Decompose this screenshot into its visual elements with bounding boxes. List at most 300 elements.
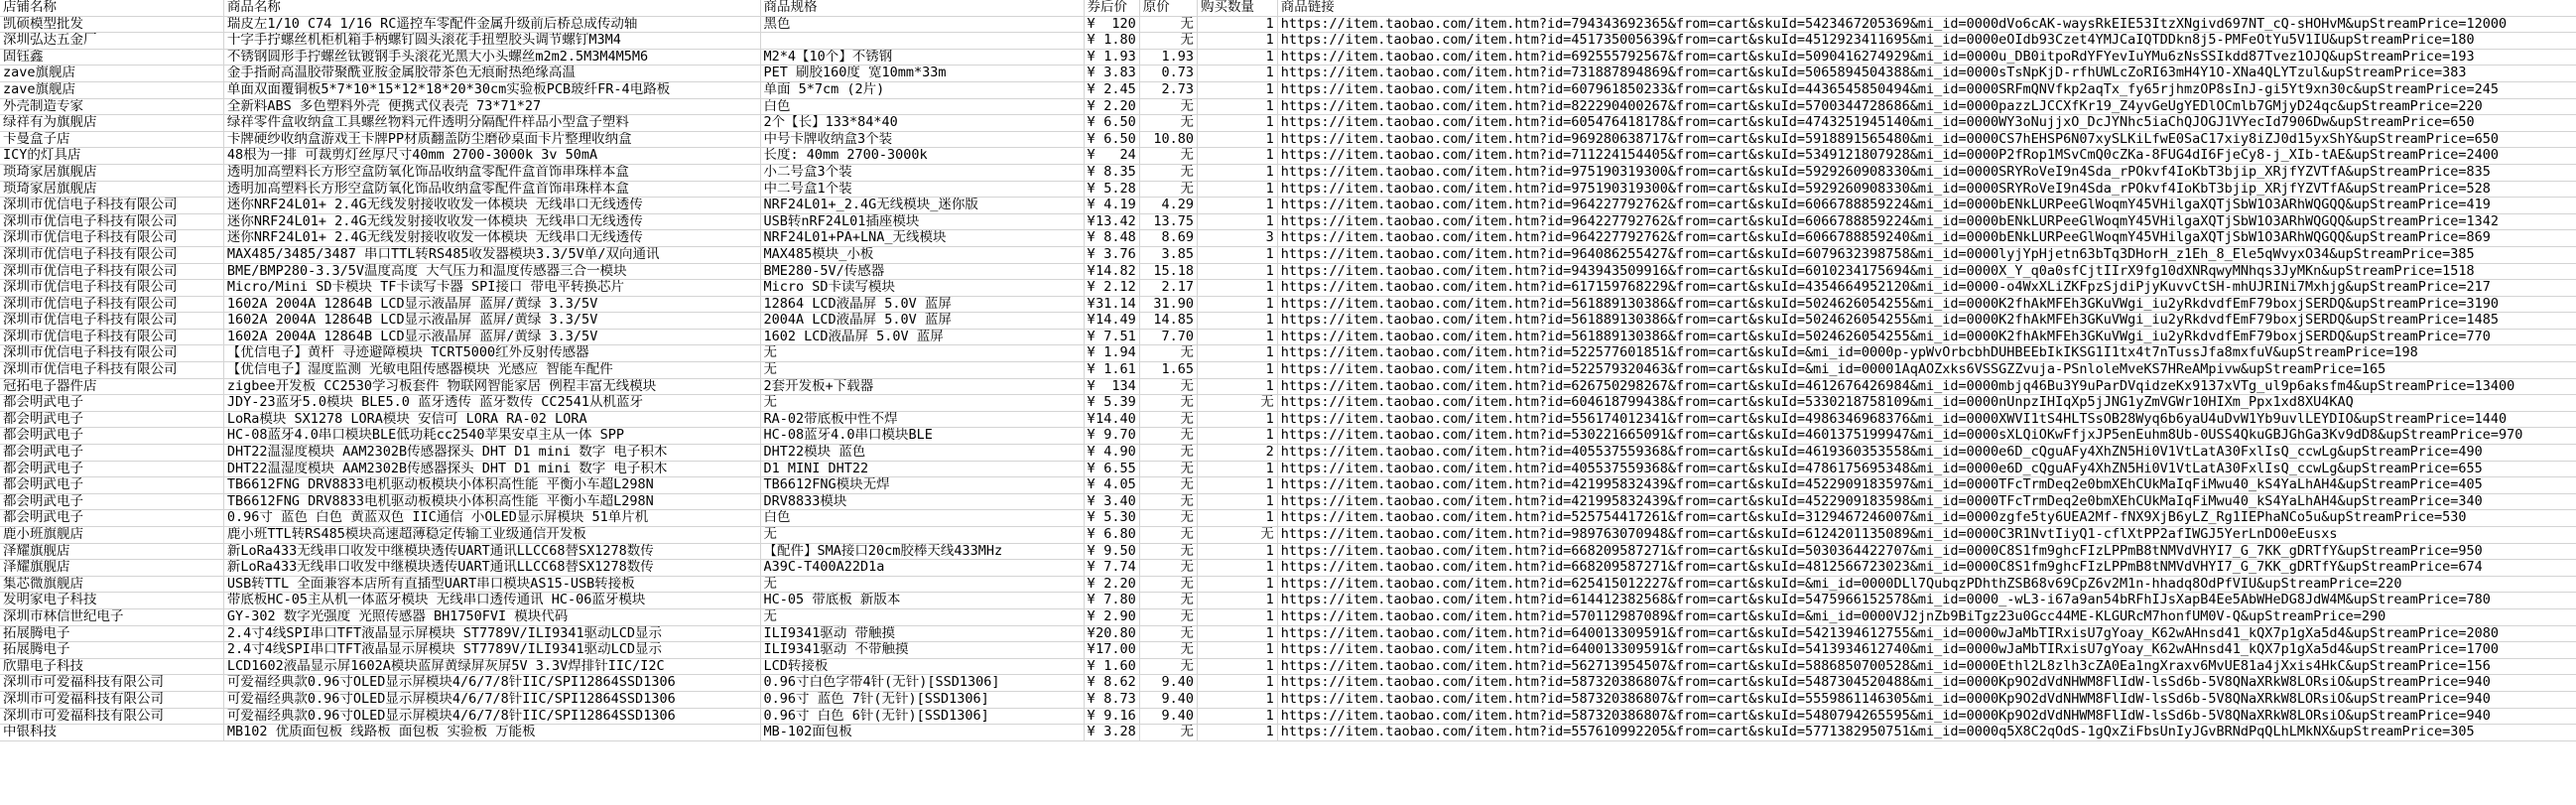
cell-qty[interactable]: 1 (1198, 313, 1278, 330)
cell-qty[interactable]: 1 (1198, 675, 1278, 692)
cell-name[interactable]: 2.4寸4线SPI串口TFT液晶显示屏模块 ST7789V/ILI9341驱动LCD显示 (223, 625, 760, 642)
cell-price[interactable] (1084, 576, 1139, 593)
cell-orig[interactable]: 10.80 (1139, 131, 1197, 148)
header-qty[interactable]: 购买数量 (1198, 0, 1278, 16)
cell-orig[interactable]: 无 (1139, 625, 1197, 642)
cell-shop[interactable]: zave旗舰店 (0, 81, 223, 98)
cell-link[interactable]: https://item.taobao.com/item.htm?id=640013309591&from=cart&skuId=5421394612755&mi_id=0000wJaMbTIRxisU7gYoay_K62wAHnsd41_kQX7p1gXa5d4&upStreamPrice=2080 (1277, 625, 2576, 642)
cell-orig[interactable]: 无 (1139, 345, 1197, 362)
cell-orig[interactable]: 无 (1139, 395, 1197, 412)
cell-link[interactable]: https://item.taobao.com/item.htm?id=964227792762&from=cart&skuId=6066788859240&mi_id=0000bENkLURPeeGlWoqmY45VHilgaXQTjSbW1O3ARhWQGQQ&upStreamPrice=869 (1277, 230, 2576, 247)
cell-price[interactable] (1084, 181, 1139, 198)
cell-spec[interactable]: 2个【长】133*84*40 (760, 115, 1084, 132)
cell-orig[interactable]: 0.73 (1139, 66, 1197, 82)
cell-orig[interactable]: 9.40 (1139, 691, 1197, 708)
cell-qty[interactable]: 1 (1198, 576, 1278, 593)
cell-price[interactable] (1084, 725, 1139, 741)
cell-name[interactable]: 瑞皮左1/10 C74 1/16 RC遥控车零配件金属升级前后桥总成传动轴 (223, 16, 760, 33)
cell-shop[interactable]: 深圳市优信电子科技有限公司 (0, 263, 223, 280)
cell-spec[interactable]: Micro SD卡读写模块 (760, 280, 1084, 297)
cell-price[interactable] (1084, 543, 1139, 560)
cell-orig[interactable]: 无 (1139, 510, 1197, 527)
cell-spec[interactable] (760, 33, 1084, 50)
cell-spec[interactable]: M2*4【10个】不锈钢 (760, 49, 1084, 66)
cell-link[interactable]: https://item.taobao.com/item.htm?id=405537559368&from=cart&skuId=4786175695348&mi_id=0000e6D_cQguAFy4XhZN5Hi0V1VtLatA30FxlIsQ_ccwLg&upStreamPrice=655 (1277, 461, 2576, 477)
cell-price[interactable] (1084, 691, 1139, 708)
cell-spec[interactable]: 单面 5*7cm (2片) (760, 81, 1084, 98)
cell-spec[interactable]: ILI9341驱动 不带触摸 (760, 642, 1084, 659)
cell-price[interactable] (1084, 16, 1139, 33)
cell-link[interactable]: https://item.taobao.com/item.htm?id=587320386807&from=cart&skuId=5487304520488&mi_id=0000Kp9O2dVdNHWM8FlIdW-lsSd6b-5V8QNaXRkW8LORsiO&upStreamPrice=940 (1277, 675, 2576, 692)
cell-shop[interactable]: 深圳市优信电子科技有限公司 (0, 296, 223, 313)
cell-orig[interactable]: 无 (1139, 658, 1197, 675)
cell-link[interactable]: https://item.taobao.com/item.htm?id=969280638717&from=cart&skuId=5918891565480&mi_id=0000CS7hEHSP6N07xySLKiLfwE0SaC17xiy8iZJ0d15yxShY&upStreamPrice=650 (1277, 131, 2576, 148)
cell-price[interactable] (1084, 362, 1139, 379)
cell-qty[interactable]: 1 (1198, 198, 1278, 214)
cell-shop[interactable]: 都会明武电子 (0, 395, 223, 412)
cell-qty[interactable]: 3 (1198, 230, 1278, 247)
cell-qty[interactable]: 1 (1198, 66, 1278, 82)
cell-price[interactable] (1084, 658, 1139, 675)
cell-link[interactable]: https://item.taobao.com/item.htm?id=562713954507&from=cart&skuId=5886850700528&mi_id=0000Ethl2L8zlh3cZA0Ea1ngXraxv6MvUE81a4jXxis4HkC&upStreamPrice=156 (1277, 658, 2576, 675)
cell-spec[interactable]: 【配件】SMA接口20cm胶棒天线433MHz (760, 543, 1084, 560)
cell-price[interactable] (1084, 675, 1139, 692)
cell-qty[interactable]: 1 (1198, 98, 1278, 115)
header-name[interactable]: 商品名称 (223, 0, 760, 16)
cell-name[interactable]: 全新料ABS 多色塑料外壳 便携式仪表壳 73*71*27 (223, 98, 760, 115)
cell-shop[interactable]: 绿祥有为旗舰店 (0, 115, 223, 132)
cell-name[interactable]: MAX485/3485/3487 串口TTL转RS485收发器模块3.3/5V单/双向通讯 (223, 246, 760, 263)
cell-shop[interactable]: 都会明武电子 (0, 445, 223, 462)
cell-qty[interactable]: 1 (1198, 115, 1278, 132)
cell-link[interactable]: https://item.taobao.com/item.htm?id=617159768229&from=cart&skuId=4354664952120&mi_id=0000-o4WxXLiZKFpzSjdiPjyKuvvCtSH-mhUJRINi7Mxhjg&upStreamPrice=217 (1277, 280, 2576, 297)
cell-spec[interactable]: 无 (760, 345, 1084, 362)
cell-spec[interactable]: 1602 LCD液晶屏 5.0V 蓝屏 (760, 329, 1084, 345)
cell-shop[interactable]: 深圳市优信电子科技有限公司 (0, 313, 223, 330)
cell-price[interactable] (1084, 642, 1139, 659)
cell-spec[interactable]: PET 刷胶160度 宽10mm*33m (760, 66, 1084, 82)
cell-shop[interactable]: 中银科技 (0, 725, 223, 741)
cell-qty[interactable]: 1 (1198, 691, 1278, 708)
cell-name[interactable]: 迷你NRF24L01+ 2.4G无线发射接收收发一体模块 无线串口无线透传 (223, 230, 760, 247)
cell-name[interactable]: 可爱福经典款0.96寸OLED显示屏模块4/6/7/8针IIC/SPI12864SSD1306 (223, 691, 760, 708)
cell-orig[interactable]: 无 (1139, 148, 1197, 165)
cell-spec[interactable]: NRF24L01+PA+LNA_无线模块 (760, 230, 1084, 247)
cell-price[interactable] (1084, 345, 1139, 362)
cell-orig[interactable]: 15.18 (1139, 263, 1197, 280)
cell-price[interactable] (1084, 708, 1139, 725)
cell-link[interactable]: https://item.taobao.com/item.htm?id=525754417261&from=cart&skuId=3129467246007&mi_id=0000zgfe5ty6UEA2Mf-fNX9XjB6yLZ_Rg1IEPhaNCo5u&upStreamPrice=530 (1277, 510, 2576, 527)
cell-spec[interactable]: 2套开发板+下载器 (760, 378, 1084, 395)
cell-orig[interactable]: 2.17 (1139, 280, 1197, 297)
cell-spec[interactable]: 无 (760, 576, 1084, 593)
cell-orig[interactable]: 1.65 (1139, 362, 1197, 379)
cell-orig[interactable]: 7.70 (1139, 329, 1197, 345)
cell-price[interactable] (1084, 378, 1139, 395)
cell-price[interactable] (1084, 625, 1139, 642)
cell-price[interactable] (1084, 296, 1139, 313)
cell-spec[interactable]: DRV8833模块 (760, 493, 1084, 510)
cell-orig[interactable]: 无 (1139, 608, 1197, 625)
cell-shop[interactable]: ICY的灯具店 (0, 148, 223, 165)
cell-link[interactable]: https://item.taobao.com/item.htm?id=557610992205&from=cart&skuId=5771382950751&mi_id=0000q5X8C2qOdS-1gQxZiFbsUnIyJGvBRNdPqQLhLMkNX&upStreamPrice=305 (1277, 725, 2576, 741)
cell-spec[interactable]: MAX485模块_小板 (760, 246, 1084, 263)
cell-shop[interactable]: 都会明武电子 (0, 493, 223, 510)
cell-shop[interactable]: 深圳市优信电子科技有限公司 (0, 246, 223, 263)
cell-link[interactable]: https://item.taobao.com/item.htm?id=587320386807&from=cart&skuId=5480794265595&mi_id=0000Kp9O2dVdNHWM8FlIdW-lsSd6b-5V8QNaXRkW8LORsiO&upStreamPrice=940 (1277, 708, 2576, 725)
cell-shop[interactable]: 深圳市可爱福科技有限公司 (0, 708, 223, 725)
cell-qty[interactable]: 1 (1198, 428, 1278, 445)
cell-orig[interactable]: 无 (1139, 411, 1197, 428)
cell-link[interactable]: https://item.taobao.com/item.htm?id=421995832439&from=cart&skuId=4522909183598&mi_id=0000TFcTrmDeq2e0bmXEhCUkMaIqFiMwu40_kS4YaLhAH4&upStreamPrice=340 (1277, 493, 2576, 510)
cell-qty[interactable]: 1 (1198, 81, 1278, 98)
cell-link[interactable]: https://item.taobao.com/item.htm?id=451735005639&from=cart&skuId=4512923411695&mi_id=0000eOIdb93Czet4YMJCaIQTDDkn8j5-PMFeOtYu5V1IU&upStreamPrice=180 (1277, 33, 2576, 50)
cell-qty[interactable]: 1 (1198, 280, 1278, 297)
cell-orig[interactable]: 无 (1139, 98, 1197, 115)
cell-shop[interactable]: 都会明武电子 (0, 411, 223, 428)
cell-link[interactable]: https://item.taobao.com/item.htm?id=822290400267&from=cart&skuId=5700344728686&mi_id=0000pazzLJCCXfKr19_Z4yvGeUgYEDlOCmlb7GMjyD24qc&upStreamPrice=220 (1277, 98, 2576, 115)
cell-name[interactable]: MB102 优质面包板 线路板 面包板 实验板 万能板 (223, 725, 760, 741)
cell-link[interactable]: https://item.taobao.com/item.htm?id=522577601851&from=cart&skuId=&mi_id=0000p-ypWvOrbcbhDUHBEEbIkIKSG1I1tx4t7nTussJfa8mxfuV&upStreamPrice=198 (1277, 345, 2576, 362)
cell-name[interactable]: 单面双面覆铜板5*7*10*15*12*18*20*30cm实验板PCB玻纤FR-4电路板 (223, 81, 760, 98)
cell-orig[interactable]: 无 (1139, 461, 1197, 477)
cell-link[interactable]: https://item.taobao.com/item.htm?id=561889130386&from=cart&skuId=5024626054255&mi_id=0000K2fhAkMFEh3GKuVWgi_iu2yRkdvdfEmF79boxjSERDQ&upStreamPrice=3190 (1277, 296, 2576, 313)
cell-name[interactable]: TB6612FNG DRV8833电机驱动板模块小体积高性能 平衡小车超L298N (223, 493, 760, 510)
cell-orig[interactable]: 1.93 (1139, 49, 1197, 66)
cell-qty[interactable]: 1 (1198, 543, 1278, 560)
cell-name[interactable]: 绿祥零件盒收纳盒工具螺丝物料元件透明分隔配件样品小型盒子塑料 (223, 115, 760, 132)
cell-orig[interactable]: 无 (1139, 560, 1197, 577)
cell-name[interactable]: 十字手拧螺丝机柜机箱手柄螺钉圆头滚花手扭塑胶头调节螺钉M3M4 (223, 33, 760, 50)
cell-orig[interactable]: 无 (1139, 493, 1197, 510)
cell-price[interactable] (1084, 395, 1139, 412)
cell-price[interactable] (1084, 198, 1139, 214)
cell-link[interactable]: https://item.taobao.com/item.htm?id=964086255427&from=cart&skuId=6079632398758&mi_id=0000lyjYpHjetn63bTq3DHorH_z1Eh_8_Ele5qWvyxO34&upStreamPrice=385 (1277, 246, 2576, 263)
cell-spec[interactable]: 无 (760, 527, 1084, 544)
cell-name[interactable]: zigbee开发板 CC2530学习板套件 物联网智能家居 例程丰富无线模块 (223, 378, 760, 395)
cell-qty[interactable]: 1 (1198, 493, 1278, 510)
cell-orig[interactable]: 无 (1139, 378, 1197, 395)
cell-orig[interactable]: 无 (1139, 527, 1197, 544)
cell-qty[interactable]: 1 (1198, 560, 1278, 577)
cell-name[interactable]: JDY-23蓝牙5.0模块 BLE5.0 蓝牙透传 蓝牙数传 CC2541从机蓝牙 (223, 395, 760, 412)
cell-link[interactable]: https://item.taobao.com/item.htm?id=522579320463&from=cart&skuId=&mi_id=00001AqAOZxks6VSSGZZvuja-PSnloleMveKS7HReAMpivw&upStreamPrice=165 (1277, 362, 2576, 379)
header-link[interactable]: 商品链接 (1277, 0, 2576, 16)
cell-name[interactable]: 可爱福经典款0.96寸OLED显示屏模块4/6/7/8针IIC/SPI12864SSD1306 (223, 675, 760, 692)
cell-price[interactable] (1084, 66, 1139, 82)
cell-price[interactable] (1084, 461, 1139, 477)
cell-spec[interactable]: A39C-T400A22D1a (760, 560, 1084, 577)
cell-shop[interactable]: 泽耀旗舰店 (0, 543, 223, 560)
cell-shop[interactable]: 深圳市优信电子科技有限公司 (0, 230, 223, 247)
cell-orig[interactable]: 无 (1139, 642, 1197, 659)
cell-spec[interactable]: 白色 (760, 98, 1084, 115)
cell-name[interactable]: 【优信电子】湿度监测 光敏电阻传感器模块 光感应 智能车配件 (223, 362, 760, 379)
cell-shop[interactable]: 外壳制造专家 (0, 98, 223, 115)
cell-qty[interactable]: 1 (1198, 362, 1278, 379)
cell-spec[interactable]: 0.96寸 白色 6针(无针)[SSD1306] (760, 708, 1084, 725)
cell-qty[interactable]: 1 (1198, 345, 1278, 362)
cell-shop[interactable]: 都会明武电子 (0, 477, 223, 494)
cell-link[interactable]: https://item.taobao.com/item.htm?id=964227792762&from=cart&skuId=6066788859224&mi_id=0000bENkLURPeeGlWoqmY45VHilgaXQTjSbW1O3ARhWQGQQ&upStreamPrice=419 (1277, 198, 2576, 214)
cell-spec[interactable]: 0.96寸白色字带4针(无针)[SSD1306] (760, 675, 1084, 692)
cell-orig[interactable]: 无 (1139, 164, 1197, 181)
cell-spec[interactable]: NRF24L01+_2.4G无线模块_迷你版 (760, 198, 1084, 214)
cell-spec[interactable]: BME280-5V/传感器 (760, 263, 1084, 280)
cell-name[interactable]: 透明加高塑料长方形空盒防氧化饰品收纳盒零配件盒首饰串珠样本盒 (223, 181, 760, 198)
cell-orig[interactable]: 无 (1139, 543, 1197, 560)
cell-orig[interactable]: 无 (1139, 428, 1197, 445)
cell-shop[interactable]: 凯硕模型批发 (0, 16, 223, 33)
cell-qty[interactable]: 1 (1198, 329, 1278, 345)
cell-price[interactable] (1084, 593, 1139, 609)
cell-orig[interactable]: 无 (1139, 445, 1197, 462)
cell-name[interactable]: BME/BMP280-3.3/5V温度高度 大气压力和温度传感器三合一模块 (223, 263, 760, 280)
cell-name[interactable]: 迷你NRF24L01+ 2.4G无线发射接收收发一体模块 无线串口无线透传 (223, 213, 760, 230)
cell-qty[interactable]: 1 (1198, 296, 1278, 313)
cell-shop[interactable]: 深圳市可爱福科技有限公司 (0, 691, 223, 708)
cell-link[interactable]: https://item.taobao.com/item.htm?id=607961850233&from=cart&skuId=4436545850494&mi_id=0000SRFmQNVfkp2aqTx_fy65rjhmzOP8sInJ-gi5Yt9xn30c&upStreamPrice=245 (1277, 81, 2576, 98)
cell-qty[interactable]: 1 (1198, 625, 1278, 642)
cell-qty[interactable]: 1 (1198, 164, 1278, 181)
cell-name[interactable]: 2.4寸4线SPI串口TFT液晶显示屏模块 ST7789V/ILI9341驱动LCD显示 (223, 642, 760, 659)
cell-name[interactable]: 0.96寸 蓝色 白色 黄蓝双色 IIC通信 小OLED显示屏模块 51单片机 (223, 510, 760, 527)
cell-shop[interactable]: 深圳市优信电子科技有限公司 (0, 213, 223, 230)
cell-price[interactable] (1084, 560, 1139, 577)
cell-link[interactable]: https://item.taobao.com/item.htm?id=943943509916&from=cart&skuId=6010234175694&mi_id=0000X_Y_q0a0sfCjtIIrX9fg10dXNRqwyMNhqs3JyMKn&upStreamPrice=1518 (1277, 263, 2576, 280)
cell-link[interactable]: https://item.taobao.com/item.htm?id=587320386807&from=cart&skuId=5559861146305&mi_id=0000Kp9O2dVdNHWM8FlIdW-lsSd6b-5V8QNaXRkW8LORsiO&upStreamPrice=940 (1277, 691, 2576, 708)
cell-orig[interactable]: 无 (1139, 16, 1197, 33)
cell-shop[interactable]: 发明家电子科技 (0, 593, 223, 609)
cell-qty[interactable]: 1 (1198, 411, 1278, 428)
cell-name[interactable]: 新LoRa433无线串口收发中继模块透传UART通讯LLCC68替SX1278数传 (223, 543, 760, 560)
cell-orig[interactable]: 31.90 (1139, 296, 1197, 313)
cell-shop[interactable]: 都会明武电子 (0, 428, 223, 445)
cell-qty[interactable]: 1 (1198, 246, 1278, 263)
cell-qty[interactable]: 1 (1198, 608, 1278, 625)
cell-name[interactable]: 卡牌硬纱收纳盒游戏王卡牌PP材质翻盖防尘磨砂桌面卡片整理收纳盒 (223, 131, 760, 148)
cell-link[interactable]: https://item.taobao.com/item.htm?id=530221665091&from=cart&skuId=4601375199947&mi_id=0000sXLQiOKwFfjxJP5enEuhm8Ub-0USS4QkuGBJGhGa3Kv9dD8&upStreamPrice=970 (1277, 428, 2576, 445)
cell-link[interactable]: https://item.taobao.com/item.htm?id=604618799438&from=cart&skuId=5330218758109&mi_id=0000nUnpzIHIqXp5jJNG1yZmVGWr10HIXm_Ppx1xd8XU4KAQ (1277, 395, 2576, 412)
cell-qty[interactable]: 1 (1198, 49, 1278, 66)
cell-qty[interactable]: 1 (1198, 708, 1278, 725)
cell-qty[interactable]: 1 (1198, 148, 1278, 165)
cell-qty[interactable]: 1 (1198, 658, 1278, 675)
cell-qty[interactable]: 无 (1198, 527, 1278, 544)
cell-link[interactable]: https://item.taobao.com/item.htm?id=640013309591&from=cart&skuId=5413934612740&mi_id=0000wJaMbTIRxisU7gYoay_K62wAHnsd41_kQX7p1gXa5d4&upStreamPrice=1700 (1277, 642, 2576, 659)
cell-link[interactable]: https://item.taobao.com/item.htm?id=975190319300&from=cart&skuId=5929260908330&mi_id=0000SRYRoVeI9n4Sda_rPOkvf4IoKbT3bjip_XRjfYZVTfA&upStreamPrice=835 (1277, 164, 2576, 181)
cell-qty[interactable]: 1 (1198, 213, 1278, 230)
cell-qty[interactable]: 1 (1198, 642, 1278, 659)
cell-link[interactable]: https://item.taobao.com/item.htm?id=668209587271&from=cart&skuId=5030364422707&mi_id=0000C8S1fm9ghcFIzLPPmB8tNMVdVHYI7_G_7KK_gDRTfY&upStreamPrice=950 (1277, 543, 2576, 560)
cell-orig[interactable]: 8.69 (1139, 230, 1197, 247)
cell-price[interactable] (1084, 263, 1139, 280)
cell-shop[interactable]: 深圳市优信电子科技有限公司 (0, 280, 223, 297)
cell-price[interactable] (1084, 49, 1139, 66)
cell-name[interactable]: 新LoRa433无线串口收发中继模块透传UART通讯LLCC68替SX1278数传 (223, 560, 760, 577)
cell-orig[interactable]: 无 (1139, 115, 1197, 132)
cell-qty[interactable]: 1 (1198, 378, 1278, 395)
cell-name[interactable]: Micro/Mini SD卡模块 TF卡读写卡器 SPI接口 带电平转换芯片 (223, 280, 760, 297)
cell-link[interactable]: https://item.taobao.com/item.htm?id=731887894869&from=cart&skuId=5065894504388&mi_id=0000sTsNpKjD-rfhUWLcZoRI63mH4Y1O-XNa4QLYTzul&upStreamPrice=383 (1277, 66, 2576, 82)
cell-shop[interactable]: 琐琦家居旗舰店 (0, 181, 223, 198)
cell-price[interactable] (1084, 510, 1139, 527)
cell-spec[interactable]: 0.96寸 蓝色 7针(无针)[SSD1306] (760, 691, 1084, 708)
cell-qty[interactable]: 1 (1198, 725, 1278, 741)
cell-link[interactable]: https://item.taobao.com/item.htm?id=989763070948&from=cart&skuId=6124201135089&mi_id=0000C3R1NvtIiyQ1-cflXtPP2afIWGJ5YerLnDO0eEusxs (1277, 527, 2576, 544)
cell-link[interactable]: https://item.taobao.com/item.htm?id=421995832439&from=cart&skuId=4522909183597&mi_id=0000TFcTrmDeq2e0bmXEhCUkMaIqFiMwu40_kS4YaLhAH4&upStreamPrice=405 (1277, 477, 2576, 494)
cell-price[interactable] (1084, 477, 1139, 494)
cell-shop[interactable]: 深圳市优信电子科技有限公司 (0, 345, 223, 362)
cell-link[interactable]: https://item.taobao.com/item.htm?id=625415012227&from=cart&skuId=&mi_id=0000DLl7QubqzPDhthZSB68v69CpZ6v2M1n-hhadq8OdPfVIU&upStreamPrice=220 (1277, 576, 2576, 593)
cell-price[interactable] (1084, 445, 1139, 462)
cell-orig[interactable]: 无 (1139, 33, 1197, 50)
cell-link[interactable]: https://item.taobao.com/item.htm?id=964227792762&from=cart&skuId=6066788859224&mi_id=0000bENkLURPeeGlWoqmY45VHilgaXQTjSbW1O3ARhWQGQQ&upStreamPrice=1342 (1277, 213, 2576, 230)
cell-spec[interactable]: TB6612FNG模块无焊 (760, 477, 1084, 494)
cell-spec[interactable]: 长度: 40mm 2700-3000k (760, 148, 1084, 165)
cell-name[interactable]: USB转TTL 全面兼容本店所有直插型UART串口模块AS15-USB转接板 (223, 576, 760, 593)
cell-spec[interactable]: 2004A LCD液晶屏 5.0V 蓝屏 (760, 313, 1084, 330)
cell-shop[interactable]: 冠拓电子器件店 (0, 378, 223, 395)
cell-price[interactable] (1084, 527, 1139, 544)
cell-price[interactable] (1084, 608, 1139, 625)
cell-price[interactable] (1084, 230, 1139, 247)
cell-name[interactable]: 48根为一排 可裁剪灯丝厚尺寸40mm 2700-3000k 3v 50mA (223, 148, 760, 165)
cell-spec[interactable]: 白色 (760, 510, 1084, 527)
cell-price[interactable] (1084, 98, 1139, 115)
cell-shop[interactable]: 拓展腾电子 (0, 625, 223, 642)
cell-orig[interactable]: 3.85 (1139, 246, 1197, 263)
cell-shop[interactable]: 卡曼盒子店 (0, 131, 223, 148)
cell-spec[interactable]: LCD转接板 (760, 658, 1084, 675)
cell-name[interactable]: 1602A 2004A 12864B LCD显示液晶屏 蓝屏/黄绿 3.3/5V (223, 329, 760, 345)
header-spec[interactable]: 商品规格 (760, 0, 1084, 16)
cell-spec[interactable]: 无 (760, 362, 1084, 379)
cell-name[interactable]: 1602A 2004A 12864B LCD显示液晶屏 蓝屏/黄绿 3.3/5V (223, 313, 760, 330)
cell-spec[interactable]: 小二号盒3个装 (760, 164, 1084, 181)
cell-orig[interactable]: 4.29 (1139, 198, 1197, 214)
cell-name[interactable]: 鹿小班TTL转RS485模块高速超薄稳定传输工业级通信开发板 (223, 527, 760, 544)
cell-link[interactable]: https://item.taobao.com/item.htm?id=711224154405&from=cart&skuId=5349121807928&mi_id=0000P2fRop1MSvCmQ0cZKa-8FUG4dI6FjeCy8-j_XIb-tAE&upStreamPrice=2400 (1277, 148, 2576, 165)
cell-name[interactable]: 透明加高塑料长方形空盒防氧化饰品收纳盒零配件盒首饰串珠样本盒 (223, 164, 760, 181)
cell-spec[interactable]: USB转nRF24L01插座模块 (760, 213, 1084, 230)
cell-price[interactable] (1084, 280, 1139, 297)
cell-spec[interactable]: MB-102面包板 (760, 725, 1084, 741)
cell-name[interactable]: LoRa模块 SX1278 LORA模块 安信可 LORA RA-02 LORA (223, 411, 760, 428)
cell-spec[interactable]: ILI9341驱动 带触摸 (760, 625, 1084, 642)
cell-orig[interactable]: 2.73 (1139, 81, 1197, 98)
cell-qty[interactable]: 1 (1198, 33, 1278, 50)
cell-shop[interactable]: 深圳市可爱福科技有限公司 (0, 675, 223, 692)
cell-qty[interactable]: 1 (1198, 593, 1278, 609)
cell-qty[interactable]: 1 (1198, 181, 1278, 198)
cell-name[interactable]: 金手指耐高温胶带聚酰亚胺金属胶带茶色无痕耐热绝缘高温 (223, 66, 760, 82)
cell-orig[interactable]: 9.40 (1139, 708, 1197, 725)
cell-shop[interactable]: 深圳弘达五金厂 (0, 33, 223, 50)
cell-spec[interactable]: HC-05 带底板 新版本 (760, 593, 1084, 609)
cell-orig[interactable]: 无 (1139, 593, 1197, 609)
cell-name[interactable]: 1602A 2004A 12864B LCD显示液晶屏 蓝屏/黄绿 3.3/5V (223, 296, 760, 313)
cell-price[interactable] (1084, 33, 1139, 50)
cell-qty[interactable]: 1 (1198, 263, 1278, 280)
cell-orig[interactable]: 无 (1139, 725, 1197, 741)
cell-spec[interactable]: 12864 LCD液晶屏 5.0V 蓝屏 (760, 296, 1084, 313)
cell-shop[interactable]: 都会明武电子 (0, 510, 223, 527)
cell-name[interactable]: 可爱福经典款0.96寸OLED显示屏模块4/6/7/8针IIC/SPI12864SSD1306 (223, 708, 760, 725)
cell-orig[interactable]: 14.85 (1139, 313, 1197, 330)
cell-link[interactable]: https://item.taobao.com/item.htm?id=614412382568&from=cart&skuId=5475966152578&mi_id=0000_-wL3-i67a9an54bRFhIJsXapB4Ee5AbWHeDG8JdW4M&upStreamPrice=780 (1277, 593, 2576, 609)
cell-shop[interactable]: zave旗舰店 (0, 66, 223, 82)
cell-shop[interactable]: 琐琦家居旗舰店 (0, 164, 223, 181)
cell-link[interactable]: https://item.taobao.com/item.htm?id=668209587271&from=cart&skuId=4812566723023&mi_id=0000C8S1fm9ghcFIzLPPmB8tNMVdVHYI7_G_7KK_gDRTfY&upStreamPrice=674 (1277, 560, 2576, 577)
cell-price[interactable] (1084, 148, 1139, 165)
cell-spec[interactable]: RA-02带底板中性不焊 (760, 411, 1084, 428)
cell-shop[interactable]: 集芯微旗舰店 (0, 576, 223, 593)
cell-name[interactable]: DHT22温湿度模块 AAM2302B传感器探头 DHT D1 mini 数字 电子积木 (223, 461, 760, 477)
cell-orig[interactable]: 13.75 (1139, 213, 1197, 230)
cell-qty[interactable]: 2 (1198, 445, 1278, 462)
cell-price[interactable] (1084, 428, 1139, 445)
header-orig[interactable]: 原价 (1139, 0, 1197, 16)
header-price[interactable]: 券后价 (1084, 0, 1139, 16)
cell-shop[interactable]: 拓展腾电子 (0, 642, 223, 659)
cell-shop[interactable]: 鹿小班旗舰店 (0, 527, 223, 544)
cell-link[interactable]: https://item.taobao.com/item.htm?id=626750298267&from=cart&skuId=4612676426984&mi_id=0000mbjq46Bu3Y9uParDVqidzeKx9137xVTg_ul9p6aksfm4&upStreamPrice=13400 (1277, 378, 2576, 395)
cell-link[interactable]: https://item.taobao.com/item.htm?id=556174012341&from=cart&skuId=4986346968376&mi_id=0000XWVI1tS4HLTSsOB28Wyq6b6yaU4uDvW1Yb9uvlLEYDIO&upStreamPrice=1440 (1277, 411, 2576, 428)
cell-link[interactable]: https://item.taobao.com/item.htm?id=605476418178&from=cart&skuId=4743251945140&mi_id=0000WY3oNujjxO_DcJYNhc5iaChQJOGJ1VYecId7906Dw&upStreamPrice=650 (1277, 115, 2576, 132)
cell-link[interactable]: https://item.taobao.com/item.htm?id=561889130386&from=cart&skuId=5024626054255&mi_id=0000K2fhAkMFEh3GKuVWgi_iu2yRkdvdfEmF79boxjSERDQ&upStreamPrice=770 (1277, 329, 2576, 345)
cell-price[interactable] (1084, 313, 1139, 330)
cell-orig[interactable]: 无 (1139, 181, 1197, 198)
cell-name[interactable]: 带底板HC-05主从机一体蓝牙模块 无线串口透传通讯 HC-06蓝牙模块 (223, 593, 760, 609)
cell-spec[interactable]: 中二号盒1个装 (760, 181, 1084, 198)
cell-orig[interactable]: 9.40 (1139, 675, 1197, 692)
cell-shop[interactable]: 泽耀旗舰店 (0, 560, 223, 577)
cell-shop[interactable]: 欣鼎电子科技 (0, 658, 223, 675)
cell-price[interactable] (1084, 493, 1139, 510)
cell-price[interactable] (1084, 131, 1139, 148)
cell-qty[interactable]: 1 (1198, 477, 1278, 494)
cell-shop[interactable]: 深圳市优信电子科技有限公司 (0, 362, 223, 379)
cell-shop[interactable]: 深圳市优信电子科技有限公司 (0, 198, 223, 214)
cell-link[interactable]: https://item.taobao.com/item.htm?id=405537559368&from=cart&skuId=4619360353558&mi_id=0000e6D_cQguAFy4XhZN5Hi0V1VtLatA30FxlIsQ_ccwLg&upStreamPrice=490 (1277, 445, 2576, 462)
cell-name[interactable]: 不锈钢圆形手拧螺丝钛镀钢手头滚花光黑大小头螺丝m2m2.5M3M4M5M6 (223, 49, 760, 66)
cell-name[interactable]: 【优信电子】黄杆 寻迹避障模块 TCRT5000红外反射传感器 (223, 345, 760, 362)
cell-price[interactable] (1084, 411, 1139, 428)
cell-spec[interactable]: DHT22模块 蓝色 (760, 445, 1084, 462)
cell-qty[interactable]: 1 (1198, 131, 1278, 148)
cell-name[interactable]: LCD1602液晶显示屏1602A模块蓝屏黄绿屏灰屏5V 3.3V焊排针IIC/I2C (223, 658, 760, 675)
cell-name[interactable]: TB6612FNG DRV8833电机驱动板模块小体积高性能 平衡小车超L298N (223, 477, 760, 494)
cell-spec[interactable]: 无 (760, 608, 1084, 625)
cell-spec[interactable]: 中号卡牌收纳盒3个装 (760, 131, 1084, 148)
cell-link[interactable]: https://item.taobao.com/item.htm?id=975190319300&from=cart&skuId=5929260908330&mi_id=0000SRYRoVeI9n4Sda_rPOkvf4IoKbT3bjip_XRjfYZVTfA&upStreamPrice=528 (1277, 181, 2576, 198)
cell-shop[interactable]: 深圳市优信电子科技有限公司 (0, 329, 223, 345)
cell-price[interactable] (1084, 115, 1139, 132)
cell-price[interactable] (1084, 246, 1139, 263)
cell-spec[interactable]: 无 (760, 395, 1084, 412)
cell-spec[interactable]: HC-08蓝牙4.0串口模块BLE (760, 428, 1084, 445)
cell-name[interactable]: DHT22温湿度模块 AAM2302B传感器探头 DHT D1 mini 数字 电子积木 (223, 445, 760, 462)
cell-name[interactable]: HC-08蓝牙4.0串口模块BLE低功耗cc2540苹果安卓主从一体 SPP (223, 428, 760, 445)
cell-price[interactable] (1084, 329, 1139, 345)
cell-shop[interactable]: 都会明武电子 (0, 461, 223, 477)
cell-shop[interactable]: 深圳市林信世纪电子 (0, 608, 223, 625)
cell-qty[interactable]: 无 (1198, 395, 1278, 412)
cell-orig[interactable]: 无 (1139, 576, 1197, 593)
cell-orig[interactable]: 无 (1139, 477, 1197, 494)
cell-name[interactable]: 迷你NRF24L01+ 2.4G无线发射接收收发一体模块 无线串口无线透传 (223, 198, 760, 214)
